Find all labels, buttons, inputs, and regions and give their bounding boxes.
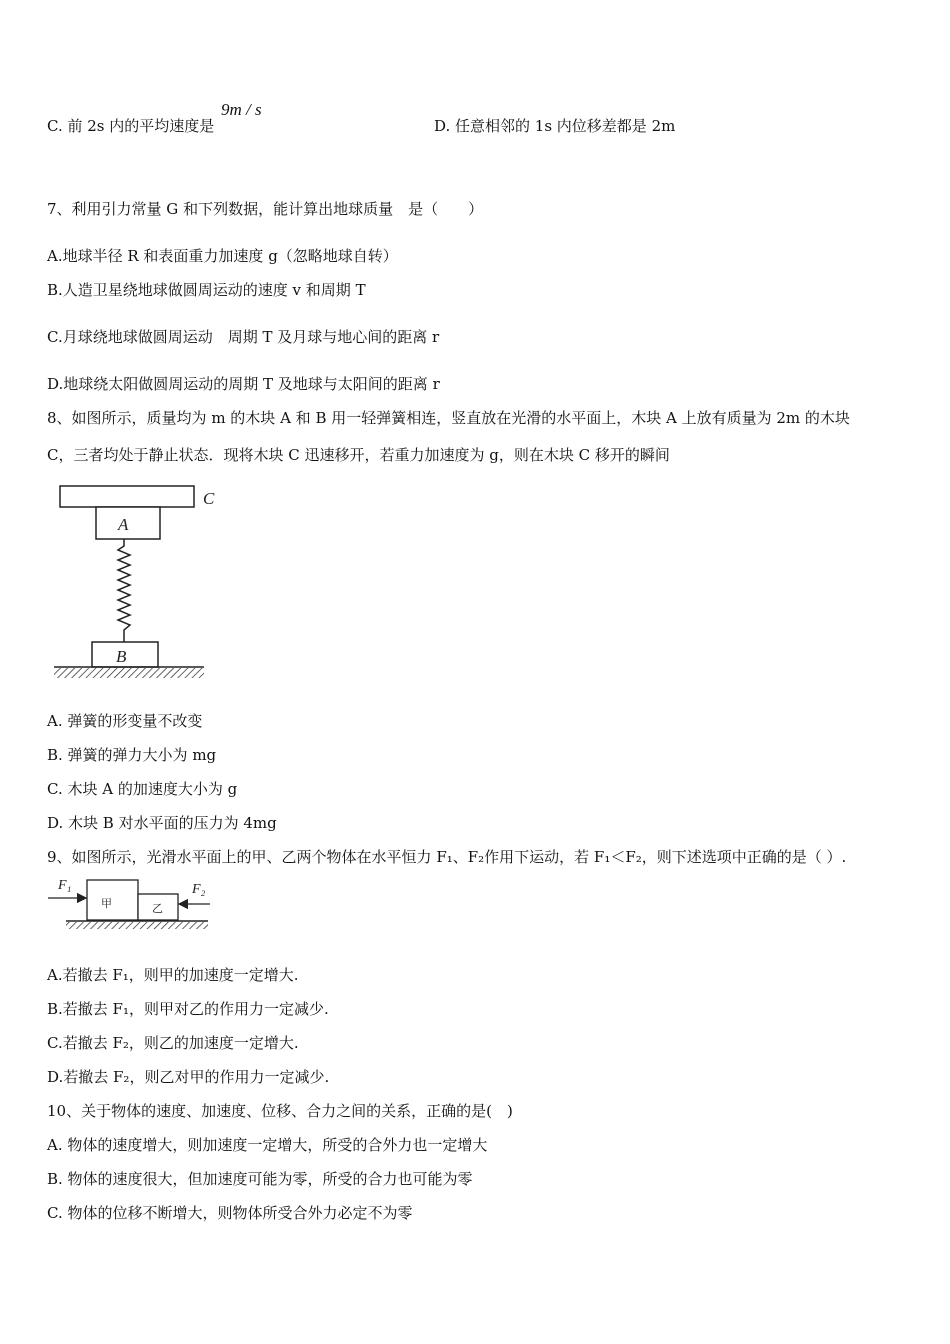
block-b-label: B [116,647,127,666]
f2-label: F₂ [192,882,206,897]
block-yi-label: 乙 [152,902,163,915]
two-blocks-figure [46,874,214,932]
q9-option-d: D.若撤去 F₂，则乙对甲的作用力一定减少. [47,1068,330,1086]
f1-label: F₁ [58,878,72,893]
q7-option-c: C.月球绕地球做圆周运动 周期 T 及月球与地心间的距离 r [47,328,440,346]
q9-stem: 9、如图所示，光滑水平面上的甲、乙两个物体在水平恒力 F₁、F₂作用下运动，若 F₁＜F₂，则下述选项中正确的是（ ）. [47,848,847,866]
q8-option-a: A. 弹簧的形变量不改变 [47,712,203,730]
ground-hatching [54,668,204,678]
q9-option-b: B.若撤去 F₁，则甲对乙的作用力一定减少. [47,1000,329,1018]
q8-option-c: C. 木块 A 的加速度大小为 g [47,780,238,798]
q8-stem-line1: 8、如图所示，质量均为 m 的木块 A 和 B 用一轻弹簧相连，竖直放在光滑的水平面上，木块 A 上放有质量为 2m 的木块 [47,409,850,427]
block-a-label: A [118,515,129,534]
q7-option-a: A.地球半径 R 和表面重力加速度 g（忽略地球自转） [47,247,398,265]
q7-stem: 7、利用引力常量 G 和下列数据，能计算出地球质量 是（ ） [47,200,484,218]
q10-stem: 10、关于物体的速度、加速度、位移、合力之间的关系，正确的是( ) [47,1102,513,1120]
q10-option-b: B. 物体的速度很大，但加速度可能为零，所受的合力也可能为零 [47,1170,473,1188]
q8-option-b: B. 弹簧的弹力大小为 mg [47,746,217,764]
q10-option-c: C. 物体的位移不断增大，则物体所受合外力必定不为零 [47,1204,413,1222]
q6-option-d: D. 任意相邻的 1s 内位移差都是 2m [434,117,676,135]
q8-option-d: D. 木块 B 对水平面的压力为 4mg [47,814,277,832]
q6-option-c-text: C. 前 2s 内的平均速度是 [47,117,215,135]
q9-option-c: C.若撤去 F₂，则乙的加速度一定增大. [47,1034,299,1052]
ground-hatching-2 [66,922,208,929]
q10-option-a: A. 物体的速度增大，则加速度一定增大，所受的合外力也一定增大 [47,1136,488,1154]
q6-option-c [47,116,214,136]
block-c-label: C [203,489,215,508]
spring-blocks-figure [50,480,225,682]
block-jia [87,880,138,920]
block-c [60,486,194,507]
q7-option-b: B.人造卫星绕地球做圆周运动的速度 v 和周期 T [47,281,366,299]
q8-stem-line2: C，三者均处于静止状态．现将木块 C 迅速移开，若重力加速度为 g，则在木块 C 移开的瞬间 [47,446,670,464]
q6-option-c-formula: 9m / s [221,100,262,119]
spring [118,539,130,642]
q7-option-d: D.地球绕太阳做圆周运动的周期 T 及地球与太阳间的距离 r [47,375,440,393]
q9-option-a: A.若撤去 F₁，则甲的加速度一定增大. [47,966,299,984]
block-jia-label: 甲 [101,897,112,910]
